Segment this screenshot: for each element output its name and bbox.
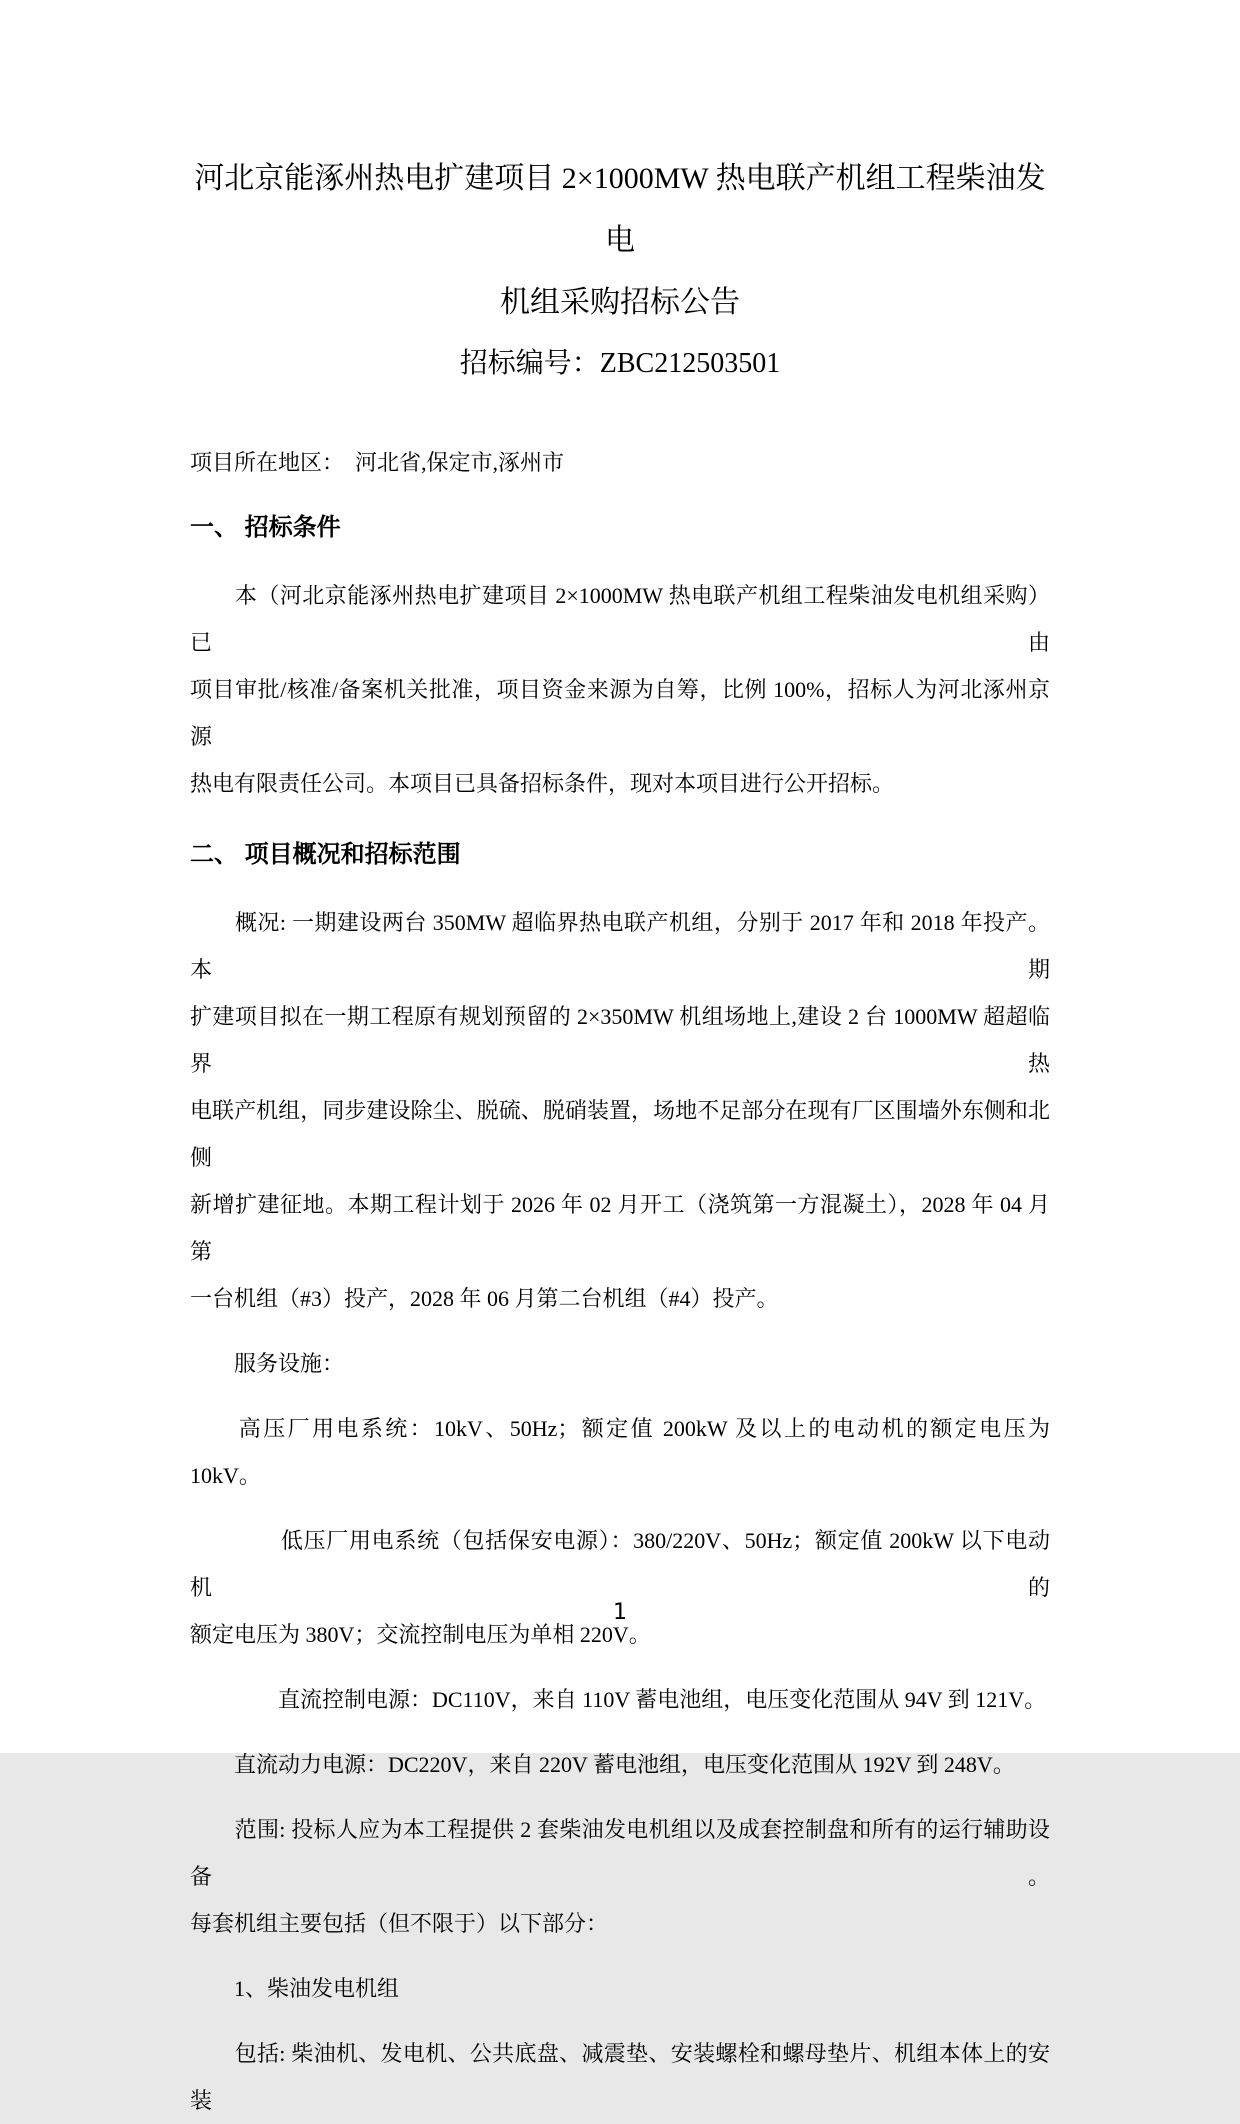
document-title-line: 机组采购招标公告: [500, 286, 740, 319]
tender-number: 招标编号：ZBC212503501: [459, 348, 781, 379]
text-line: 电联产机组，同步建设除尘、脱硫、脱硝装置，场地不足部分在现有厂区围墙外东侧和北侧: [190, 1098, 1050, 1170]
text-line: 每套机组主要包括（但不限于）以下部分：: [190, 1911, 609, 1936]
text-line: 直流控制电源：DC110V，来自 110V 蓄电池组，电压变化范围从 94V 到 121V。: [190, 1687, 1047, 1712]
body-paragraph: [190, 1340, 1050, 1387]
text-line: 高压厂用电系统：10kV、50Hz；额定值 200kW 及以上的电动机的额定电压为 10kV。: [190, 1416, 1056, 1488]
body-paragraph: [190, 899, 1050, 1322]
text-line: 范围: 投标人应为本工程提供 2 套柴油发电机组以及成套控制盘和所有的运行辅助设备。: [190, 1817, 1050, 1889]
project-region-line: 项目所在地区： 河北省,保定市,涿州市: [190, 450, 565, 475]
section-heading: 二、 项目概况和招标范围: [190, 841, 461, 868]
body-paragraph: [190, 1517, 1050, 1658]
page-number: 1: [613, 1600, 627, 1625]
text-line: 扩建项目拟在一期工程原有规划预留的 2×350MW 机组场地上,建设 2 台 1000MW 超超临界热: [190, 1004, 1050, 1076]
body-paragraph: [190, 572, 1050, 807]
body-paragraph: [190, 1806, 1050, 1947]
text-line: 直流动力电源：DC220V，来自 220V 蓄电池组，电压变化范围从 192V 到 248V。: [190, 1752, 1015, 1777]
document-title: [190, 148, 1050, 334]
text-line: 低压厂用电系统（包括保安电源）：380/220V、50Hz；额定值 200kW 以下电动机的: [190, 1528, 1050, 1600]
text-line: 一台机组（#3）投产，2028 年 06 月第二台机组（#4）投产。: [190, 1286, 779, 1311]
body-paragraph: [190, 1676, 1050, 1723]
section-heading: 一、 招标条件: [190, 514, 341, 541]
document-title-line: 河北京能涿州热电扩建项目 2×1000MW 热电联产机组工程柴油发电: [194, 162, 1046, 257]
text-line: 项目审批/核准/备案机关批准，项目资金来源为自筹，比例 100%，招标人为河北涿州京源: [190, 677, 1050, 749]
text-line: 额定电压为 380V；交流控制电压为单相 220V。: [190, 1622, 651, 1647]
body-paragraph: [190, 2030, 1050, 2124]
body-paragraph: [190, 1405, 1056, 1499]
text-line: 新增扩建征地。本期工程计划于 2026 年 02 月开工（浇筑第一方混凝土），2028 年 04 月第: [190, 1192, 1050, 1264]
document-body: [190, 510, 1056, 2124]
text-line: 1、柴油发电机组: [190, 1976, 400, 2001]
text-line: 概况: 一期建设两台 350MW 超临界热电联产机组，分别于 2017 年和 2018 年投产。本期: [190, 910, 1050, 982]
text-line: 服务设施：: [190, 1351, 345, 1376]
body-paragraph: [190, 1965, 1050, 2012]
text-line: 热电有限责任公司。本项目已具备招标条件，现对本项目进行公开招标。: [190, 771, 895, 796]
text-line: 本（河北京能涿州热电扩建项目 2×1000MW 热电联产机组工程柴油发电机组采购）已由: [190, 583, 1050, 655]
body-paragraph: [190, 1741, 1050, 1788]
text-line: 包括: 柴油机、发电机、公共底盘、减震垫、安装螺栓和螺母垫片、机组本体上的安装: [190, 2041, 1050, 2113]
